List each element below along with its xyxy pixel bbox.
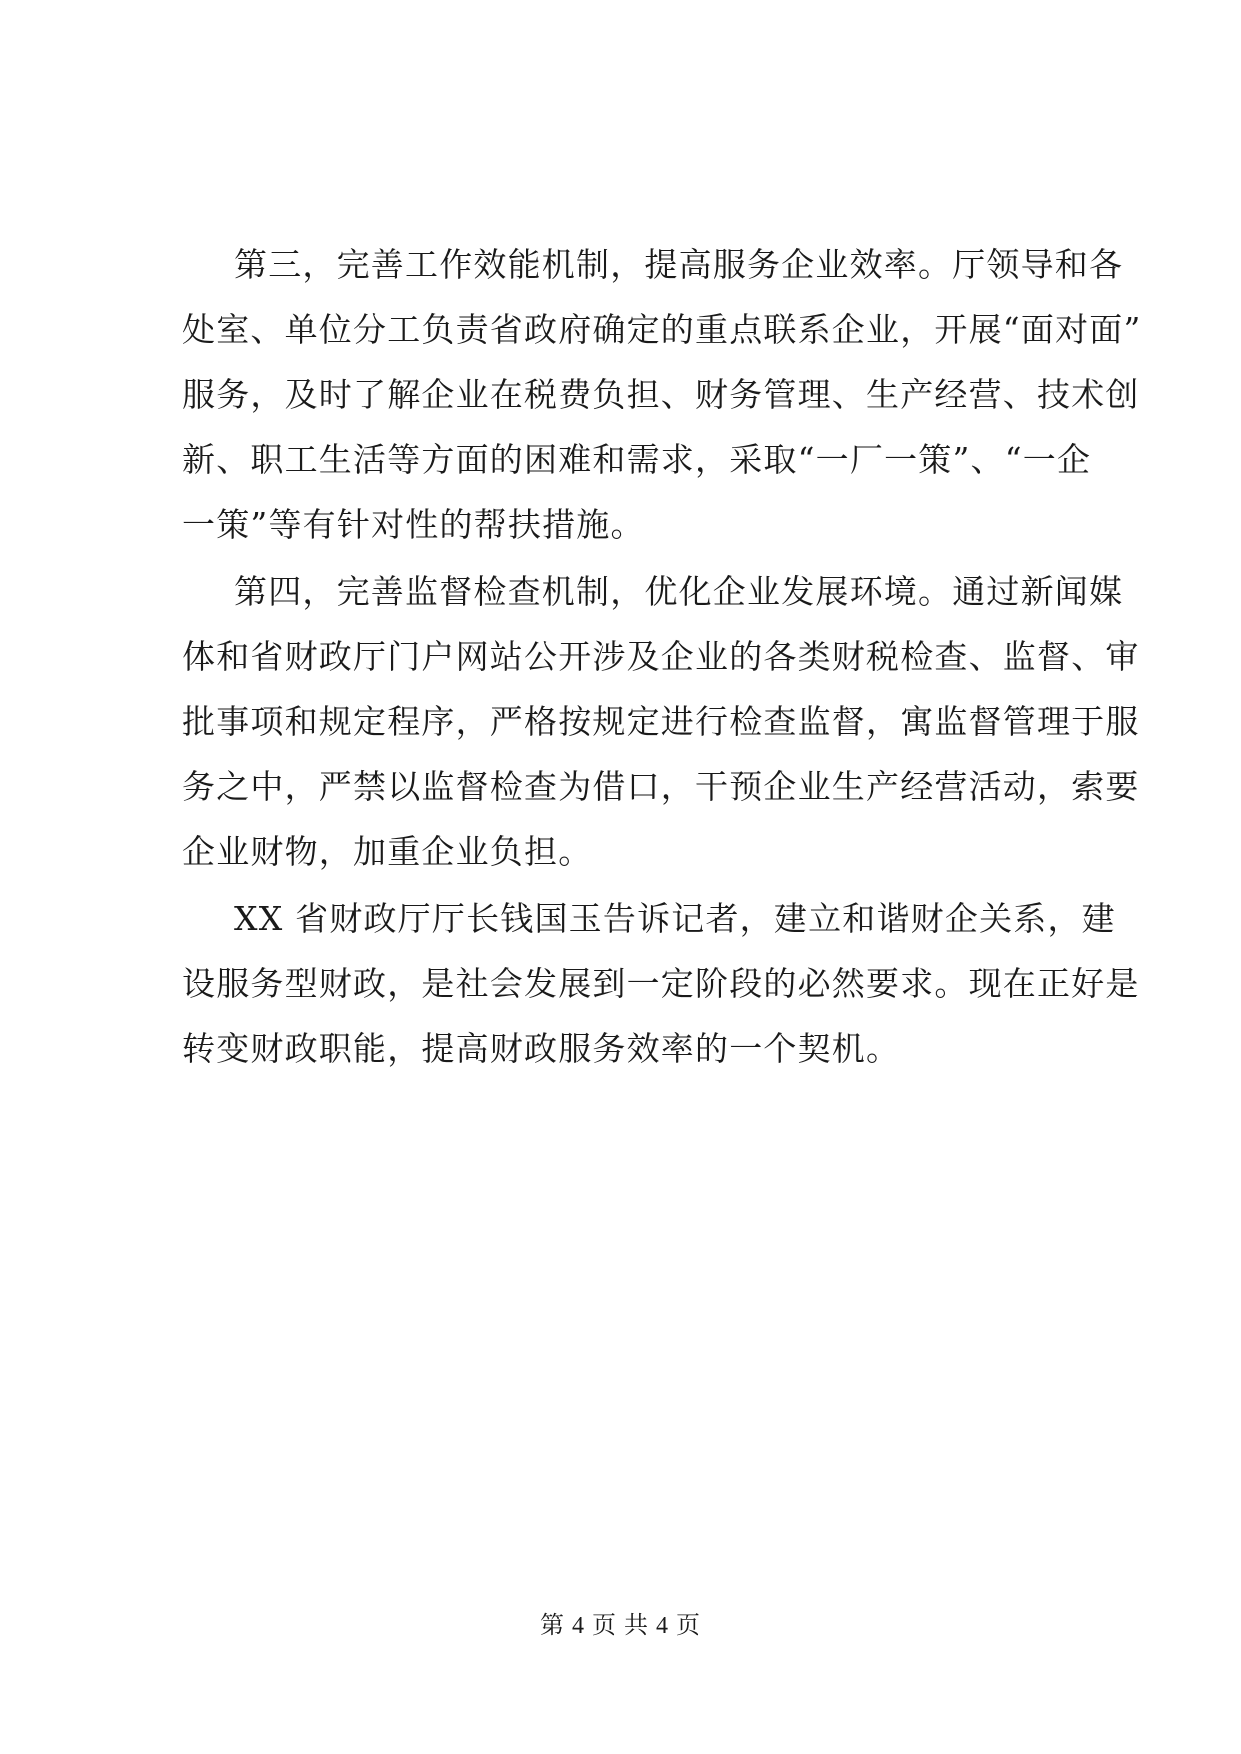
paragraph-line: 处室、单位分工负责省政府确定的重点联系企业，开展“面对面” bbox=[182, 310, 1142, 349]
paragraph-line: 第三，完善工作效能机制，提高服务企业效率。厅领导和各 bbox=[234, 245, 1124, 284]
paragraph-line: 设服务型财政，是社会发展到一定阶段的必然要求。现在正好是 bbox=[182, 964, 1140, 1003]
paragraph-fourth-measure bbox=[182, 559, 1140, 884]
document-body bbox=[182, 232, 1142, 1083]
paragraph-line: 新、职工生活等方面的困难和需求，采取“一厂一策”、“一企 bbox=[182, 440, 1092, 479]
paragraph-line: 一策”等有针对性的帮扶措施。 bbox=[182, 505, 645, 544]
paragraph-line: XX 省财政厅厅长钱国玉告诉记者，建立和谐财企关系，建 bbox=[234, 899, 1116, 938]
paragraph-third-measure bbox=[182, 232, 1142, 557]
paragraph-line: 批事项和规定程序，严格按规定进行检查监督，寓监督管理于服 bbox=[182, 702, 1140, 741]
paragraph-director-quote bbox=[182, 886, 1140, 1081]
paragraph-line: 务之中，严禁以监督检查为借口，干预企业生产经营活动，索要 bbox=[182, 767, 1140, 806]
paragraph-line: 体和省财政厅门户网站公开涉及企业的各类财税检查、监督、审 bbox=[182, 637, 1140, 676]
paragraph-line: 企业财物，加重企业负担。 bbox=[182, 832, 593, 871]
paragraph-line: 服务，及时了解企业在税费负担、财务管理、生产经营、技术创 bbox=[182, 375, 1140, 414]
paragraph-line: 第四，完善监督检查机制，优化企业发展环境。通过新闻媒 bbox=[234, 572, 1124, 611]
page-number-label: 第 4 页 共 4 页 bbox=[540, 1613, 701, 1639]
page-footer bbox=[0, 1610, 1241, 1642]
paragraph-line: 转变财政职能，提高财政服务效率的一个契机。 bbox=[182, 1029, 901, 1068]
